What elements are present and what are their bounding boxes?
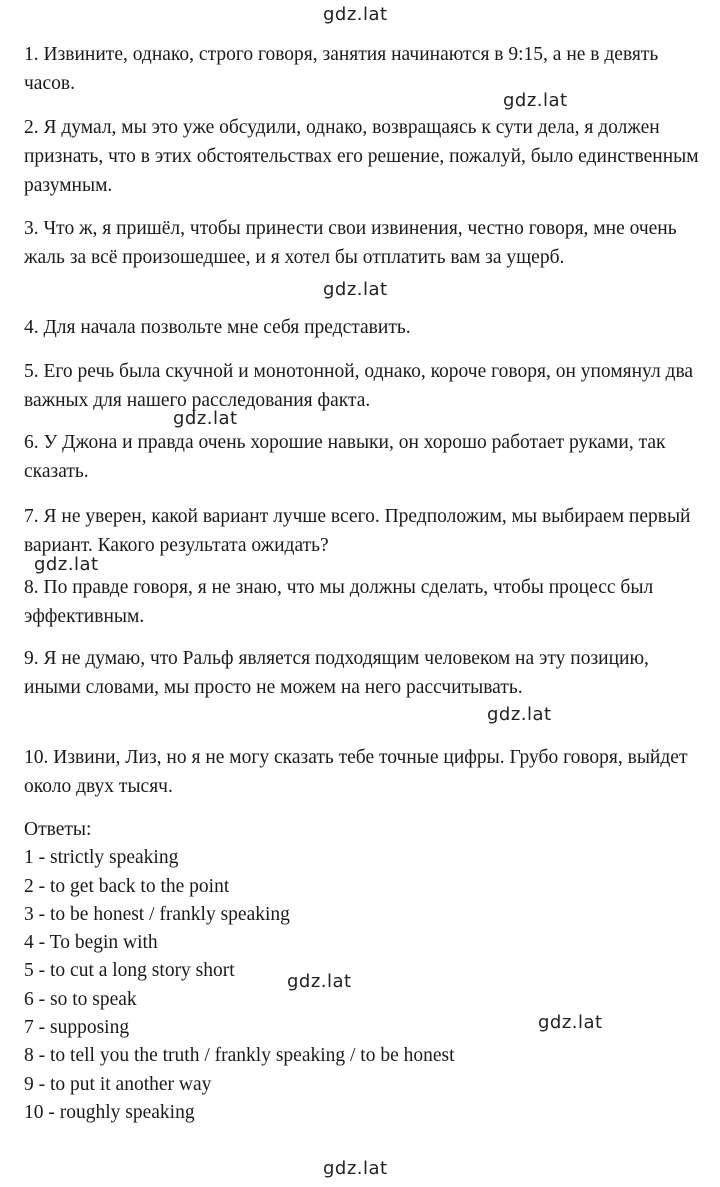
answer-item: 1 - strictly speaking	[24, 847, 179, 869]
sentence-1: 1. Извините, однако, строго говоря, занятия начинаются в 9:15, а не в девять часов.	[24, 44, 659, 94]
watermark: gdz.lat	[173, 408, 238, 429]
answers-heading: Ответы:	[24, 819, 92, 840]
answer-item: 7 - supposing	[24, 1017, 130, 1039]
sentence-2: 2. Я думал, мы это уже обсудили, однако, возвращаясь к сути дела, я должен признать, что в этих обстоятельствах его решение, пожалуй, было единственным разумным.	[24, 117, 699, 196]
watermark: gdz.lat	[503, 90, 568, 111]
watermark: gdz.lat	[538, 1012, 603, 1033]
answer-item: 5 - to cut a long story short	[24, 960, 235, 982]
watermark: gdz.lat	[487, 704, 552, 725]
answer-item: 6 - so to speak	[24, 988, 137, 1010]
answers-section	[24, 816, 704, 1127]
sentence-7: 7. Я не уверен, какой вариант лучше всего. Предположим, мы выбираем первый вариант. Какого результата ожидать?	[24, 506, 691, 556]
answer-item: 2 - to get back to the point	[24, 875, 230, 897]
answer-item: 4 - To begin with	[24, 932, 158, 954]
sentence-10: 10. Извини, Лиз, но я не могу сказать тебе точные цифры. Грубо говоря, выйдет около двух тысяч.	[24, 747, 688, 797]
answer-item: 10 - roughly speaking	[24, 1101, 195, 1123]
sentence-9: 9. Я не думаю, что Ральф является подходящим человеком на эту позицию, иными словами, мы просто не можем на него рассчитывать.	[24, 648, 649, 698]
answer-item: 8 - to tell you the truth / frankly speaking / to be honest	[24, 1045, 455, 1067]
watermark: gdz.lat	[323, 279, 388, 300]
answer-item: 3 - to be honest / frankly speaking	[24, 903, 290, 925]
sentence-4: 4. Для начала позвольте мне себя представить.	[24, 317, 411, 338]
answer-item: 9 - to put it another way	[24, 1073, 212, 1095]
watermark: gdz.lat	[323, 4, 388, 25]
sentence-3: 3. Что ж, я пришёл, чтобы принести свои извинения, честно говоря, мне очень жаль за всё произошедшее, и я хотел бы отплатить вам за ущерб.	[24, 218, 677, 268]
watermark: gdz.lat	[287, 971, 352, 992]
watermark: gdz.lat	[34, 554, 99, 575]
sentence-5: 5. Его речь была скучной и монотонной, однако, короче говоря, он упомянул два важных для нашего расследования факта.	[24, 361, 694, 411]
watermark: gdz.lat	[323, 1158, 388, 1179]
sentence-8: 8. По правде говоря, я не знаю, что мы должны сделать, чтобы процесс был эффективным.	[24, 577, 654, 627]
sentence-6: 6. У Джона и правда очень хорошие навыки, он хорошо работает руками, так сказать.	[24, 432, 666, 482]
